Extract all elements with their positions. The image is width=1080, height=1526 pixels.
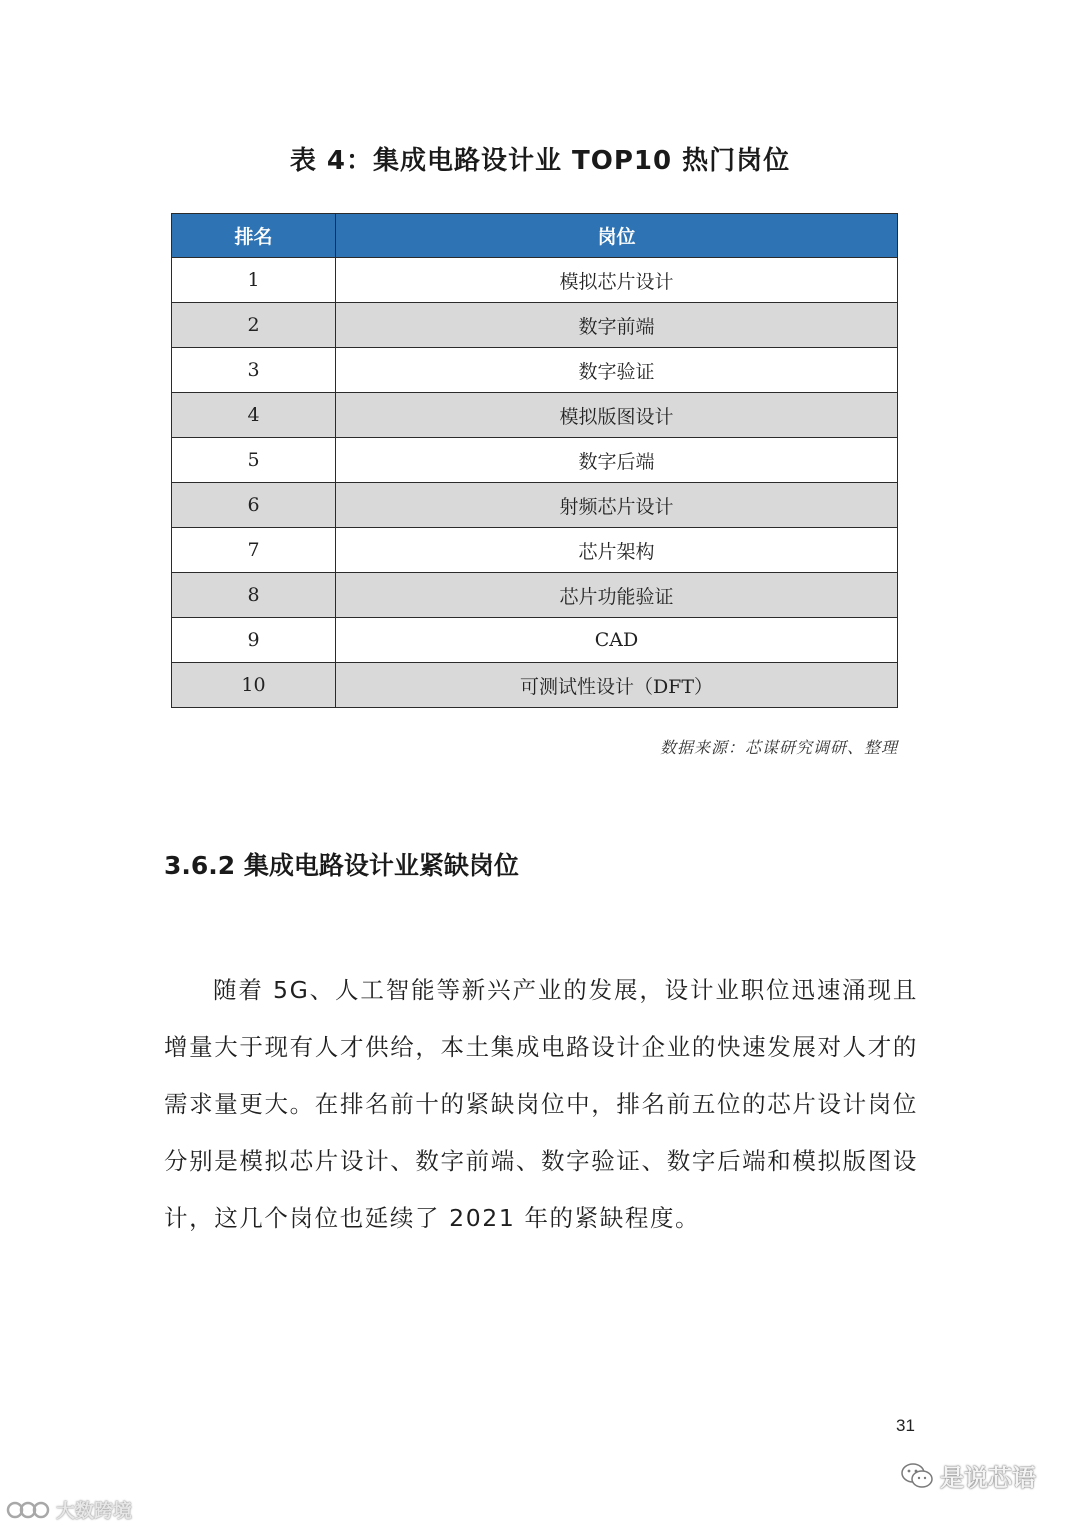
position-cell: 可测试性设计（DFT） bbox=[336, 663, 898, 708]
table-row bbox=[172, 528, 898, 573]
body-paragraph: 随着 5G、人工智能等新兴产业的发展，设计业职位迅速涌现且增量大于现有人才供给，本土集成电路设计企业的快速发展对人才的需求量更大。在排名前十的紧缺岗位中，排名前五位的芯片设计岗位分别是模拟芯片设计、数字前端、数字验证、数字后端和模拟版图设计，这几个岗位也延续了 2021 年的紧缺程度。 bbox=[164, 976, 918, 1232]
table-header-row bbox=[172, 214, 898, 258]
page-number: 31 bbox=[896, 1416, 915, 1435]
position-cell: 数字前端 bbox=[336, 303, 898, 348]
table-row bbox=[172, 663, 898, 708]
watermark-right-text: 是说芯语 bbox=[940, 1464, 1036, 1492]
data-source-note: 数据来源：芯谋研究调研、整理 bbox=[659, 738, 898, 757]
position-cell: 模拟版图设计 bbox=[336, 393, 898, 438]
header-position: 岗位 bbox=[336, 214, 898, 258]
watermark-right bbox=[900, 1458, 1036, 1493]
table-row bbox=[172, 483, 898, 528]
table-row bbox=[172, 258, 898, 303]
rank-cell: 8 bbox=[172, 573, 336, 618]
position-cell: CAD bbox=[336, 618, 898, 663]
watermark-logo-icon bbox=[6, 1499, 50, 1521]
position-cell: 数字后端 bbox=[336, 438, 898, 483]
top10-positions-table bbox=[171, 213, 898, 708]
position-cell: 数字验证 bbox=[336, 348, 898, 393]
wechat-icon bbox=[900, 1462, 934, 1490]
rank-cell: 5 bbox=[172, 438, 336, 483]
section-heading: 3.6.2 集成电路设计业紧缺岗位 bbox=[164, 851, 519, 880]
watermark-left-text: 大数跨境 bbox=[56, 1500, 133, 1522]
rank-cell: 4 bbox=[172, 393, 336, 438]
rank-cell: 9 bbox=[172, 618, 336, 663]
table-row bbox=[172, 303, 898, 348]
table-row bbox=[172, 438, 898, 483]
rank-cell: 6 bbox=[172, 483, 336, 528]
rank-cell: 1 bbox=[172, 258, 336, 303]
position-cell: 模拟芯片设计 bbox=[336, 258, 898, 303]
table-row bbox=[172, 348, 898, 393]
watermark-left bbox=[6, 1496, 132, 1523]
table-row bbox=[172, 393, 898, 438]
position-cell: 射频芯片设计 bbox=[336, 483, 898, 528]
position-cell: 芯片功能验证 bbox=[336, 573, 898, 618]
table-row bbox=[172, 573, 898, 618]
rank-cell: 3 bbox=[172, 348, 336, 393]
table-title: 表 4：集成电路设计业 TOP10 热门岗位 bbox=[289, 146, 791, 176]
header-rank: 排名 bbox=[172, 214, 336, 258]
position-cell: 芯片架构 bbox=[336, 528, 898, 573]
rank-cell: 2 bbox=[172, 303, 336, 348]
rank-cell: 7 bbox=[172, 528, 336, 573]
table-row bbox=[172, 618, 898, 663]
rank-cell: 10 bbox=[172, 663, 336, 708]
